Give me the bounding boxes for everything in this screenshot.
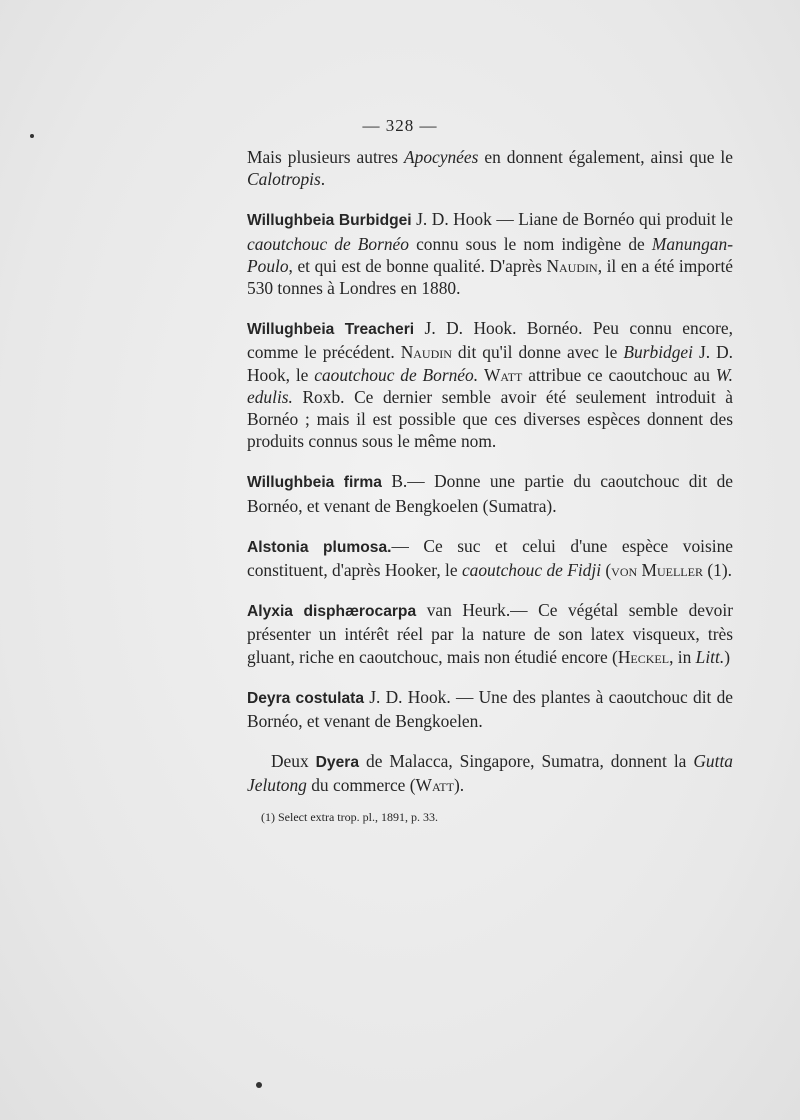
italic-run: Calotropis xyxy=(247,169,321,190)
text-run: — Ce suc et celui d'une espèce voisine constituent, d'après Hooker, le xyxy=(247,535,733,581)
text-run: connu sous le nom indigène de xyxy=(408,233,652,254)
text-run: van Heurk.— Ce végétal semble devoir présenter un intérêt réel par la nature de son latex visqueux, très gluant, riche en caoutchouc, mais non étudié encore ( xyxy=(247,600,733,667)
text-run: ( xyxy=(601,560,612,581)
italic-run: Burbidgei xyxy=(623,342,693,363)
italic-run: W. edulis. xyxy=(247,364,734,407)
text-run: J. D. Hook, le xyxy=(247,342,733,385)
text-run: J. D. Hook — Liane de Bornéo qui produit le xyxy=(411,209,733,230)
ink-speck xyxy=(30,134,34,138)
paragraph-willughbeia-firma xyxy=(247,470,733,516)
text-run: du commerce ( xyxy=(306,775,416,796)
text-run: , in xyxy=(669,646,696,667)
italic-run: Apocynées xyxy=(404,147,479,167)
species-name: Alstonia plumosa. xyxy=(247,538,392,556)
paragraph-alstonia-plumosa xyxy=(247,535,733,581)
text-run: B.— Donne une partie du caoutchouc dit de Bornéo, et venant de Bengkoelen (Sumatra). xyxy=(247,471,734,516)
paragraph-alyxia-disphaerocarpa xyxy=(247,599,733,668)
italic-run: caoutchouc de Bornéo. xyxy=(314,364,479,385)
paragraph-willughbeia-burbidgei xyxy=(247,208,733,299)
text-run: Roxb. Ce dernier semble avoir été seulement introduit à Bornéo ; mais il est possible que ces diverses espèces donnent des produits connus sous le même nom. xyxy=(247,386,733,452)
text-run: . xyxy=(320,169,326,190)
text-run: attribue ce caoutchouc au xyxy=(522,364,716,385)
paragraph-dyera xyxy=(247,750,733,796)
paragraph-intro xyxy=(247,146,733,190)
text-run: (1). xyxy=(702,560,732,581)
author-name: Heckel xyxy=(617,646,670,667)
species-name: Alyxia disphærocarpa xyxy=(247,603,417,621)
page-number: — 328 — xyxy=(362,116,438,135)
body-text xyxy=(247,146,733,825)
text-run: ) xyxy=(724,646,730,667)
italic-run: caoutchouc de Fidji xyxy=(461,560,602,581)
text-run: dit qu'il donne avec le xyxy=(451,342,624,363)
paragraph-willughbeia-treacheri xyxy=(247,317,733,452)
text-run: de Malacca, Singapore, Sumatra, donnent la xyxy=(359,751,694,772)
ink-speck xyxy=(256,1082,262,1088)
species-name: Dyera xyxy=(315,754,360,772)
text-run: Deux xyxy=(271,751,316,772)
species-name: Willughbeia firma xyxy=(247,474,382,492)
text-run: ). xyxy=(453,775,465,796)
text-run: , et qui est de bonne qualité. D'après xyxy=(288,255,547,276)
text-run: J. D. Hook. Bornéo. Peu connu encore, comme le précédent. xyxy=(247,318,733,363)
italic-run: Manungan-Poulo xyxy=(247,233,733,276)
author-name: Watt xyxy=(415,775,454,796)
author-name: von Mueller xyxy=(611,560,703,581)
italic-run: Gutta Jelutong xyxy=(247,751,733,796)
author-name: Naudin xyxy=(400,342,452,363)
species-name: Willughbeia Burbidgei xyxy=(247,212,412,230)
footnote: (1) Select extra trop. pl., 1891, p. 33. xyxy=(261,809,438,824)
italic-run: caoutchouc de Bornéo xyxy=(247,233,409,254)
paragraph-deyra-costulata xyxy=(247,686,733,732)
species-name: Deyra costulata xyxy=(247,689,365,707)
text-run: , il en a été importé 530 tonnes à Londres en 1880. xyxy=(247,255,733,299)
author-name: Naudin xyxy=(546,255,598,276)
text-run: en donnent également, ainsi que le xyxy=(478,147,733,167)
text-run: J. D. Hook. — Une des plantes à caoutchouc dit de Bornéo, et venant de Bengkoelen. xyxy=(247,686,734,732)
italic-run: Litt. xyxy=(695,646,725,667)
text-run: Mais plusieurs autres xyxy=(247,147,405,167)
author-name: Watt xyxy=(483,364,523,385)
species-name: Willughbeia Treacheri xyxy=(247,321,415,339)
